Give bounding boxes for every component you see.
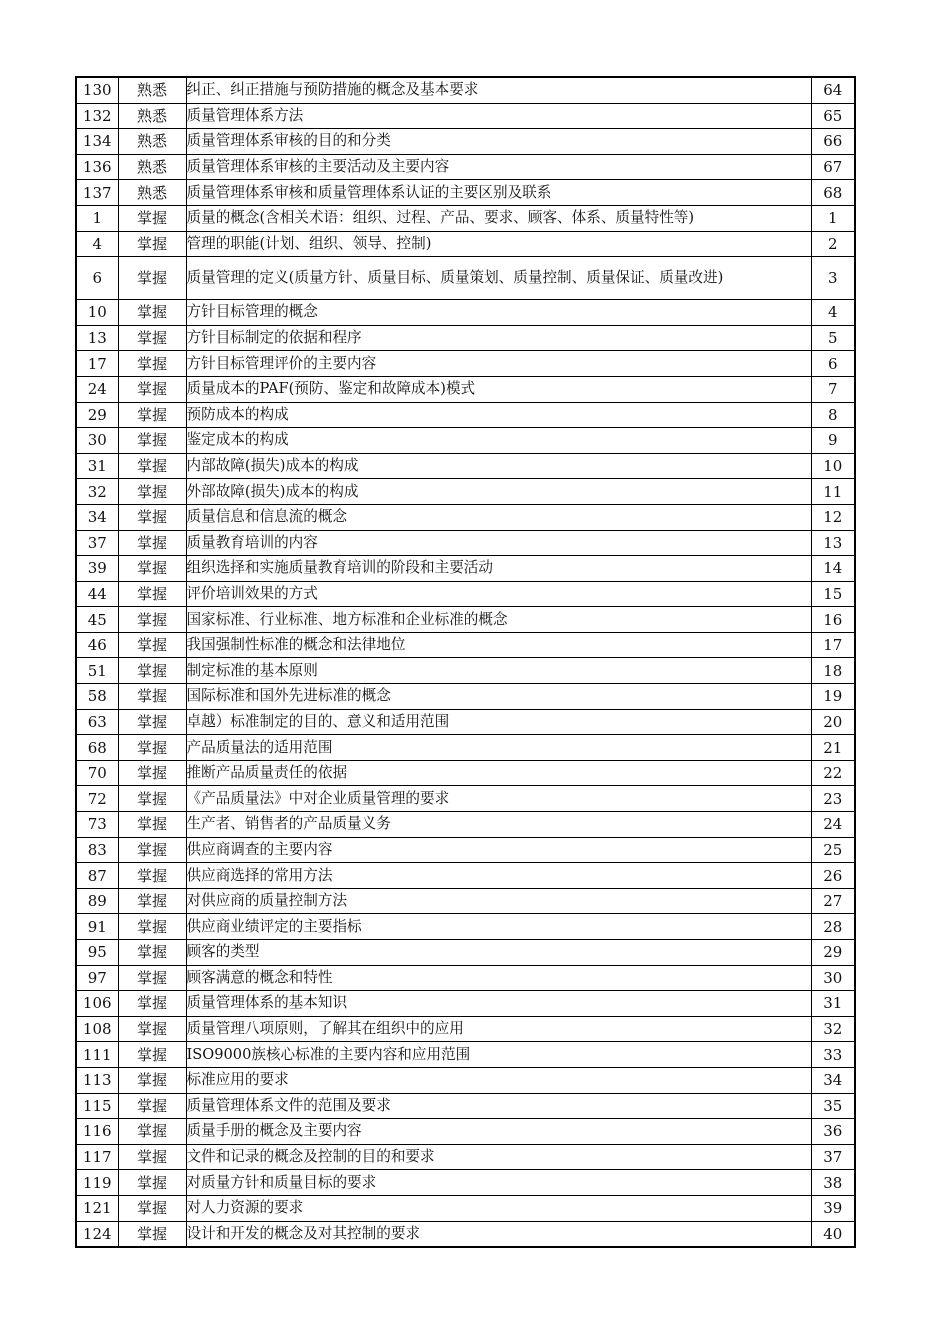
mastery-level-cell: 掌握	[118, 1067, 186, 1093]
content-cell: 内部故障(损失)成本的构成	[186, 453, 811, 479]
content-cell: 制定标准的基本原则	[186, 658, 811, 684]
item-number-cell: 17	[76, 351, 118, 377]
item-number-cell: 73	[76, 812, 118, 838]
mastery-level-cell: 掌握	[118, 1221, 186, 1247]
table-row	[76, 684, 855, 710]
sequence-number-cell: 7	[811, 376, 855, 402]
content-cell: 纠正、纠正措施与预防措施的概念及基本要求	[186, 77, 811, 103]
table-row	[76, 205, 855, 231]
content-cell: 质量教育培训的内容	[186, 530, 811, 556]
sequence-number-cell: 16	[811, 607, 855, 633]
sequence-number-cell: 26	[811, 863, 855, 889]
sequence-number-cell: 15	[811, 581, 855, 607]
content-cell: 供应商业绩评定的主要指标	[186, 914, 811, 940]
content-cell: 文件和记录的概念及控制的目的和要求	[186, 1144, 811, 1170]
mastery-level-cell: 掌握	[118, 965, 186, 991]
table-row	[76, 1119, 855, 1145]
mastery-level-cell: 掌握	[118, 1093, 186, 1119]
sequence-number-cell: 20	[811, 709, 855, 735]
mastery-level-cell: 掌握	[118, 709, 186, 735]
sequence-number-cell: 11	[811, 479, 855, 505]
mastery-level-cell: 掌握	[118, 376, 186, 402]
sequence-number-cell: 1	[811, 205, 855, 231]
content-cell: 国际标准和国外先进标准的概念	[186, 684, 811, 710]
content-cell: 组织选择和实施质量教育培训的阶段和主要活动	[186, 556, 811, 582]
sequence-number-cell: 67	[811, 154, 855, 180]
sequence-number-cell: 34	[811, 1067, 855, 1093]
mastery-level-cell: 掌握	[118, 205, 186, 231]
content-cell: 评价培训效果的方式	[186, 581, 811, 607]
mastery-level-cell: 掌握	[118, 231, 186, 257]
content-cell: 质量管理体系文件的范围及要求	[186, 1093, 811, 1119]
table-row	[76, 154, 855, 180]
sequence-number-cell: 36	[811, 1119, 855, 1145]
mastery-level-cell: 掌握	[118, 1016, 186, 1042]
mastery-level-cell: 掌握	[118, 863, 186, 889]
sequence-number-cell: 14	[811, 556, 855, 582]
mastery-level-cell: 掌握	[118, 325, 186, 351]
item-number-cell: 37	[76, 530, 118, 556]
mastery-level-cell: 掌握	[118, 1042, 186, 1068]
mastery-level-cell: 掌握	[118, 428, 186, 454]
mastery-level-cell: 掌握	[118, 837, 186, 863]
item-number-cell: 117	[76, 1144, 118, 1170]
sequence-number-cell: 6	[811, 351, 855, 377]
item-number-cell: 45	[76, 607, 118, 633]
content-cell: 国家标准、行业标准、地方标准和企业标准的概念	[186, 607, 811, 633]
table-row	[76, 1042, 855, 1068]
item-number-cell: 106	[76, 991, 118, 1017]
table-row	[76, 1221, 855, 1247]
item-number-cell: 87	[76, 863, 118, 889]
item-number-cell: 119	[76, 1170, 118, 1196]
item-number-cell: 10	[76, 300, 118, 326]
item-number-cell: 83	[76, 837, 118, 863]
mastery-level-cell: 掌握	[118, 402, 186, 428]
mastery-level-cell: 掌握	[118, 453, 186, 479]
mastery-level-cell: 掌握	[118, 530, 186, 556]
content-cell: 《产品质量法》中对企业质量管理的要求	[186, 786, 811, 812]
item-number-cell: 130	[76, 77, 118, 103]
item-number-cell: 124	[76, 1221, 118, 1247]
content-cell: 供应商调查的主要内容	[186, 837, 811, 863]
sequence-number-cell: 68	[811, 180, 855, 206]
mastery-level-cell: 掌握	[118, 556, 186, 582]
content-cell: 预防成本的构成	[186, 402, 811, 428]
sequence-number-cell: 32	[811, 1016, 855, 1042]
table-row	[76, 607, 855, 633]
table-row	[76, 1093, 855, 1119]
table-row	[76, 786, 855, 812]
item-number-cell: 115	[76, 1093, 118, 1119]
table-row	[76, 965, 855, 991]
item-number-cell: 32	[76, 479, 118, 505]
table-row	[76, 300, 855, 326]
table-row	[76, 1016, 855, 1042]
content-cell: 外部故障(损失)成本的构成	[186, 479, 811, 505]
item-number-cell: 24	[76, 376, 118, 402]
item-number-cell: 29	[76, 402, 118, 428]
content-cell: 方针目标制定的依据和程序	[186, 325, 811, 351]
item-number-cell: 51	[76, 658, 118, 684]
mastery-level-cell: 掌握	[118, 658, 186, 684]
table-row	[76, 376, 855, 402]
content-cell: 质量的概念(含相关术语：组织、过程、产品、要求、顾客、体系、质量特性等)	[186, 205, 811, 231]
mastery-level-cell: 掌握	[118, 991, 186, 1017]
content-cell: 质量管理体系审核和质量管理体系认证的主要区别及联系	[186, 180, 811, 206]
content-cell: 方针目标管理评价的主要内容	[186, 351, 811, 377]
table-row	[76, 453, 855, 479]
content-cell: 标准应用的要求	[186, 1067, 811, 1093]
mastery-level-cell: 掌握	[118, 684, 186, 710]
content-cell: 对供应商的质量控制方法	[186, 888, 811, 914]
mastery-level-cell: 掌握	[118, 504, 186, 530]
table-row	[76, 325, 855, 351]
sequence-number-cell: 65	[811, 103, 855, 129]
mastery-level-cell: 熟悉	[118, 77, 186, 103]
sequence-number-cell: 37	[811, 1144, 855, 1170]
mastery-level-cell: 掌握	[118, 735, 186, 761]
item-number-cell: 63	[76, 709, 118, 735]
table-row	[76, 504, 855, 530]
sequence-number-cell: 24	[811, 812, 855, 838]
mastery-level-cell: 掌握	[118, 786, 186, 812]
table-row	[76, 914, 855, 940]
table-row	[76, 402, 855, 428]
table-row	[76, 351, 855, 377]
mastery-level-cell: 掌握	[118, 1170, 186, 1196]
table-row	[76, 888, 855, 914]
sequence-number-cell: 8	[811, 402, 855, 428]
sequence-number-cell: 66	[811, 129, 855, 155]
content-cell: 质量信息和信息流的概念	[186, 504, 811, 530]
sequence-number-cell: 29	[811, 940, 855, 966]
sequence-number-cell: 33	[811, 1042, 855, 1068]
sequence-number-cell: 38	[811, 1170, 855, 1196]
item-number-cell: 4	[76, 231, 118, 257]
item-number-cell: 72	[76, 786, 118, 812]
table-row	[76, 1067, 855, 1093]
item-number-cell: 46	[76, 632, 118, 658]
content-cell: 我国强制性标准的概念和法律地位	[186, 632, 811, 658]
syllabus-table	[75, 76, 856, 1248]
table-row	[76, 103, 855, 129]
content-cell: 卓越）标准制定的目的、意义和适用范围	[186, 709, 811, 735]
item-number-cell: 89	[76, 888, 118, 914]
sequence-number-cell: 3	[811, 257, 855, 300]
item-number-cell: 1	[76, 205, 118, 231]
content-cell: 质量管理体系审核的目的和分类	[186, 129, 811, 155]
table-row	[76, 991, 855, 1017]
table-body	[76, 77, 855, 1247]
table-row	[76, 837, 855, 863]
sequence-number-cell: 40	[811, 1221, 855, 1247]
mastery-level-cell: 熟悉	[118, 180, 186, 206]
table-row	[76, 428, 855, 454]
sequence-number-cell: 19	[811, 684, 855, 710]
item-number-cell: 136	[76, 154, 118, 180]
content-cell: 质量管理八项原则，了解其在组织中的应用	[186, 1016, 811, 1042]
sequence-number-cell: 27	[811, 888, 855, 914]
item-number-cell: 13	[76, 325, 118, 351]
mastery-level-cell: 掌握	[118, 760, 186, 786]
table-row	[76, 709, 855, 735]
content-cell: 设计和开发的概念及对其控制的要求	[186, 1221, 811, 1247]
item-number-cell: 134	[76, 129, 118, 155]
content-cell: 生产者、销售者的产品质量义务	[186, 812, 811, 838]
item-number-cell: 113	[76, 1067, 118, 1093]
item-number-cell: 6	[76, 257, 118, 300]
table-row	[76, 863, 855, 889]
mastery-level-cell: 掌握	[118, 1144, 186, 1170]
mastery-level-cell: 掌握	[118, 257, 186, 300]
content-cell: 供应商选择的常用方法	[186, 863, 811, 889]
table-row	[76, 735, 855, 761]
sequence-number-cell: 17	[811, 632, 855, 658]
content-cell: 推断产品质量责任的依据	[186, 760, 811, 786]
table-row	[76, 1195, 855, 1221]
sequence-number-cell: 23	[811, 786, 855, 812]
sequence-number-cell: 22	[811, 760, 855, 786]
content-cell: 鉴定成本的构成	[186, 428, 811, 454]
content-cell: 质量管理体系方法	[186, 103, 811, 129]
table-row	[76, 812, 855, 838]
mastery-level-cell: 掌握	[118, 351, 186, 377]
mastery-level-cell: 掌握	[118, 632, 186, 658]
item-number-cell: 91	[76, 914, 118, 940]
item-number-cell: 39	[76, 556, 118, 582]
item-number-cell: 111	[76, 1042, 118, 1068]
content-cell: 对质量方针和质量目标的要求	[186, 1170, 811, 1196]
table-row	[76, 556, 855, 582]
mastery-level-cell: 掌握	[118, 607, 186, 633]
mastery-level-cell: 掌握	[118, 479, 186, 505]
sequence-number-cell: 13	[811, 530, 855, 556]
mastery-level-cell: 掌握	[118, 812, 186, 838]
table-row	[76, 180, 855, 206]
item-number-cell: 137	[76, 180, 118, 206]
sequence-number-cell: 4	[811, 300, 855, 326]
content-cell: 质量成本的PAF(预防、鉴定和故障成本)模式	[186, 376, 811, 402]
content-cell: 顾客满意的概念和特性	[186, 965, 811, 991]
table-row	[76, 658, 855, 684]
content-cell: ISO9000族核心标准的主要内容和应用范围	[186, 1042, 811, 1068]
item-number-cell: 30	[76, 428, 118, 454]
item-number-cell: 31	[76, 453, 118, 479]
sequence-number-cell: 31	[811, 991, 855, 1017]
item-number-cell: 34	[76, 504, 118, 530]
content-cell: 质量管理体系审核的主要活动及主要内容	[186, 154, 811, 180]
mastery-level-cell: 掌握	[118, 940, 186, 966]
table-row	[76, 257, 855, 300]
table-row	[76, 129, 855, 155]
sequence-number-cell: 35	[811, 1093, 855, 1119]
item-number-cell: 70	[76, 760, 118, 786]
mastery-level-cell: 熟悉	[118, 154, 186, 180]
sequence-number-cell: 2	[811, 231, 855, 257]
table-row	[76, 530, 855, 556]
item-number-cell: 132	[76, 103, 118, 129]
item-number-cell: 44	[76, 581, 118, 607]
mastery-level-cell: 掌握	[118, 888, 186, 914]
content-cell: 方针目标管理的概念	[186, 300, 811, 326]
mastery-level-cell: 掌握	[118, 581, 186, 607]
item-number-cell: 121	[76, 1195, 118, 1221]
item-number-cell: 116	[76, 1119, 118, 1145]
content-cell: 质量管理体系的基本知识	[186, 991, 811, 1017]
table-row	[76, 479, 855, 505]
table-row	[76, 632, 855, 658]
item-number-cell: 95	[76, 940, 118, 966]
item-number-cell: 97	[76, 965, 118, 991]
table-row	[76, 581, 855, 607]
item-number-cell: 108	[76, 1016, 118, 1042]
mastery-level-cell: 掌握	[118, 300, 186, 326]
sequence-number-cell: 64	[811, 77, 855, 103]
content-cell: 管理的职能(计划、组织、领导、控制)	[186, 231, 811, 257]
content-cell: 对人力资源的要求	[186, 1195, 811, 1221]
mastery-level-cell: 熟悉	[118, 103, 186, 129]
table-row	[76, 940, 855, 966]
table-row	[76, 760, 855, 786]
sequence-number-cell: 12	[811, 504, 855, 530]
table-row	[76, 1144, 855, 1170]
table-row	[76, 77, 855, 103]
content-cell: 产品质量法的适用范围	[186, 735, 811, 761]
sequence-number-cell: 5	[811, 325, 855, 351]
sequence-number-cell: 28	[811, 914, 855, 940]
content-cell: 顾客的类型	[186, 940, 811, 966]
content-cell: 质量管理的定义(质量方针、质量目标、质量策划、质量控制、质量保证、质量改进)	[186, 257, 811, 300]
mastery-level-cell: 掌握	[118, 1119, 186, 1145]
item-number-cell: 68	[76, 735, 118, 761]
sequence-number-cell: 30	[811, 965, 855, 991]
item-number-cell: 58	[76, 684, 118, 710]
content-cell: 质量手册的概念及主要内容	[186, 1119, 811, 1145]
sequence-number-cell: 21	[811, 735, 855, 761]
sequence-number-cell: 25	[811, 837, 855, 863]
mastery-level-cell: 掌握	[118, 1195, 186, 1221]
sequence-number-cell: 10	[811, 453, 855, 479]
table-row	[76, 1170, 855, 1196]
table-row	[76, 231, 855, 257]
mastery-level-cell: 熟悉	[118, 129, 186, 155]
sequence-number-cell: 18	[811, 658, 855, 684]
mastery-level-cell: 掌握	[118, 914, 186, 940]
sequence-number-cell: 39	[811, 1195, 855, 1221]
sequence-number-cell: 9	[811, 428, 855, 454]
